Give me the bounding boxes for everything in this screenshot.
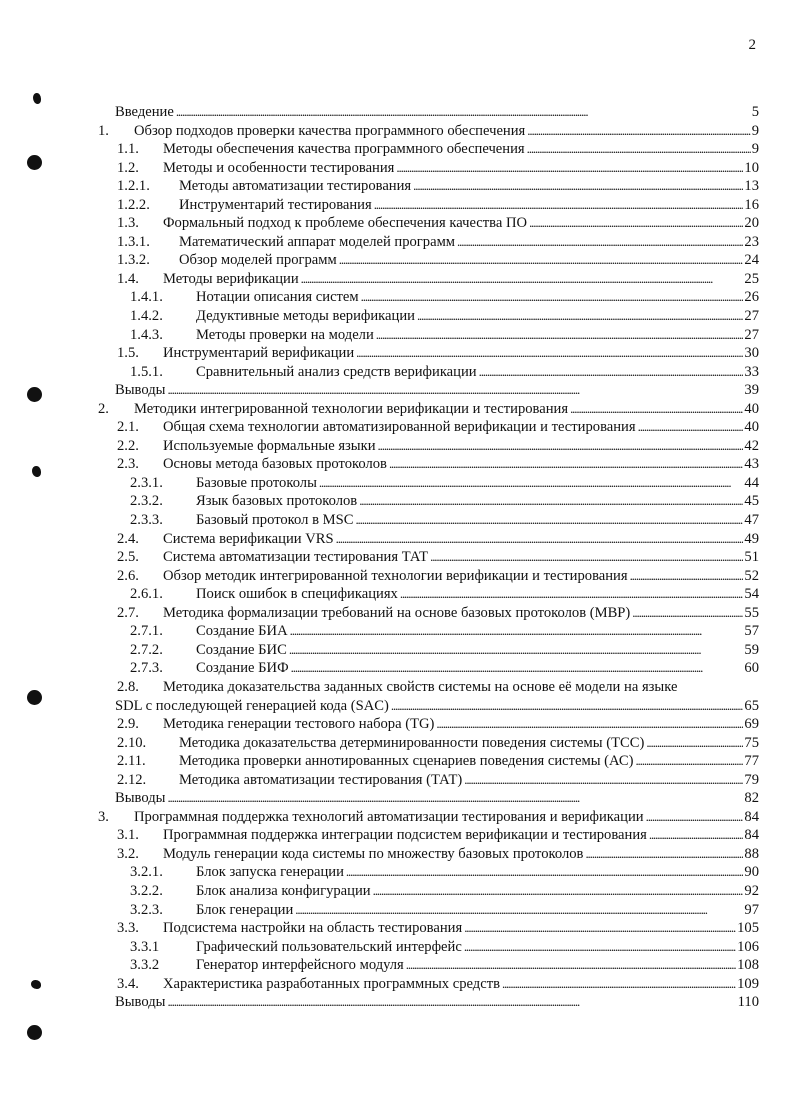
toc-entry-number: 2.6. [117,567,139,584]
toc-entry-page: 92 [744,882,759,899]
toc-entry-continuation[interactable] [95,697,759,716]
toc-leader-dots [165,381,743,400]
toc-leader-dots [165,993,736,1012]
toc-entry[interactable] [95,882,759,901]
toc-leader-dots [455,233,743,252]
binder-hole-1 [27,155,42,170]
toc-entry-title: Методы обеспечения качества программного обеспечения [163,141,525,158]
toc-entry-number: 3. [98,808,109,825]
toc-entry-page: 33 [744,363,759,380]
toc-entry[interactable] [95,938,759,957]
toc-entry[interactable] [95,492,759,511]
toc-leader-dots [374,326,744,345]
toc-entry-page: 10 [744,159,759,176]
toc-entry-title: Модуль генерации кода системы по множеству базовых протоколов [163,845,584,862]
toc-entry-number: 3.2.1. [130,864,163,881]
binder-hole-2 [27,387,42,402]
toc-entry-title: Формальный подход к проблеме обеспечения качества ПО [163,215,528,232]
toc-entry-title: Блок генерации [196,901,294,918]
toc-entry-page: 90 [744,864,759,881]
toc-entry-title: Программная поддержка технологий автоматизации тестирования и верификации [134,808,644,825]
toc-entry[interactable] [95,863,759,882]
toc-entry-title: Обзор подходов проверки качества программного обеспечения [134,122,526,139]
toc-entry-page: 40 [744,400,759,417]
toc-entry-title: Общая схема технологии автоматизированной верификации и тестирования [163,419,636,436]
toc-entry-number: 1.3.1. [117,233,150,250]
toc-entry-number: 1.2.2. [117,196,150,213]
toc-entry-page: 97 [744,901,759,918]
toc-entry-page: 69 [744,716,759,733]
toc-entry[interactable] [95,771,759,790]
toc-entry-page: 43 [744,456,759,473]
toc-entry-number: 3.3.2 [130,957,160,974]
toc-leader-dots [376,437,744,456]
toc-leader-dots [398,585,744,604]
toc-entry-title: Методика доказательства детерминированности поведения системы (ТСС) [179,734,645,751]
toc-entry-number: 3.3. [117,920,139,937]
toc-leader-dots [174,103,751,122]
toc-entry-title: Методика проверки аннотированных сценариев поведения системы (АС) [179,753,634,770]
toc-leader-dots [462,771,743,790]
toc-entry[interactable] [95,437,759,456]
toc-entry-title: Создание БИС [196,641,287,658]
toc-entry-number: 3.2.2. [130,882,163,899]
toc-entry[interactable] [95,140,759,159]
toc-leader-dots [500,975,736,994]
toc-leader-dots [462,919,736,938]
toc-leader-dots [394,159,743,178]
toc-entry[interactable] [95,400,759,419]
toc-leader-dots [644,734,743,753]
toc-entry-title: Блок анализа конфигурации [196,882,371,899]
toc-leader-dots [387,455,743,474]
toc-leader-dots [357,492,743,511]
toc-entry-page: 82 [744,790,759,807]
toc-entry-page: 25 [744,270,759,287]
toc-entry-page: 88 [744,845,759,862]
toc-entry[interactable] [95,214,759,233]
toc-leader-dots [299,270,744,289]
toc-entry-page: 40 [744,419,759,436]
toc-entry-title-continued: SDL с последующей генерацией кода (SAC) [115,697,389,714]
toc-entry-page: 110 [737,994,759,1011]
scan-speck-2 [32,466,41,477]
toc-entry-page: 59 [744,641,759,658]
toc-entry-title: Инструментарий верификации [163,345,355,362]
toc-entry-title: Методика доказательства заданных свойств системы на основе её модели на языке [163,678,678,695]
toc-entry[interactable] [95,641,759,660]
toc-entry-number: 3.4. [117,975,139,992]
toc-entry-page: 106 [737,938,759,955]
toc-entry-page: 77 [744,753,759,770]
toc-entry[interactable] [95,233,759,252]
toc-entry-title: Выводы [115,790,166,807]
toc-entry-page: 30 [744,345,759,362]
toc-entry-number: 2.2. [117,437,139,454]
toc-entry-page: 84 [744,827,759,844]
toc-entry-title: Графический пользовательский интерфейс [196,938,462,955]
toc-leader-dots [359,288,744,307]
toc-entry-number: 2.4. [117,530,139,547]
toc-entry-page: 20 [744,215,759,232]
toc-entry-page: 79 [744,771,759,788]
toc-entry[interactable] [95,715,759,734]
toc-entry-title: Методика формализации требований на основе базовых протоколов (МВР) [163,604,631,621]
toc-leader-dots [415,307,743,326]
toc-entry-number: 2.5. [117,549,139,566]
toc-entry[interactable] [95,845,759,864]
toc-leader-dots [165,789,743,808]
toc-entry-title: Обзор моделей программ [179,252,337,269]
toc-entry-title: Методы верификации [163,270,299,287]
toc-entry-page: 27 [744,326,759,343]
toc-entry[interactable] [95,734,759,753]
toc-entry-title: Базовый протокол в MSC [196,512,354,529]
toc-entry-page: 45 [744,493,759,510]
toc-entry[interactable] [95,808,759,827]
toc-entry[interactable] [95,363,759,382]
toc-leader-dots [568,400,743,419]
toc-entry-title: Методика автоматизации тестирования (ТАТ) [179,771,463,788]
toc-entry-page: 9 [751,141,759,158]
table-of-contents [95,103,759,1012]
toc-entry-number: 2.7.2. [130,641,163,658]
toc-leader-dots [583,845,743,864]
toc-entry-title: Подсистема настройки на область тестирования [163,920,463,937]
toc-entry-title: Нотации описания систем [196,289,359,306]
toc-leader-dots [344,863,744,882]
toc-leader-dots [371,882,744,901]
toc-entry-page: 47 [744,512,759,529]
toc-entry[interactable] [95,177,759,196]
toc-entry[interactable] [95,678,759,697]
toc-entry-page: 13 [744,178,759,195]
toc-entry-title: Методика генерации тестового набора (TG) [163,716,435,733]
toc-entry-title: Базовые протоколы [196,474,317,491]
page-number: 2 [748,37,756,53]
toc-entry[interactable] [95,530,759,549]
toc-entry[interactable] [95,659,759,678]
toc-entry-title: Основы метода базовых протоколов [163,456,387,473]
toc-entry[interactable] [95,511,759,530]
toc-entry-number: 2.9. [117,716,139,733]
toc-entry-title: Блок запуска генерации [196,864,344,881]
toc-entry[interactable] [95,901,759,920]
toc-entry[interactable] [95,789,759,808]
toc-entry[interactable] [95,103,759,122]
toc-entry-page: 60 [744,660,759,677]
toc-entry-number: 1.4.3. [130,326,163,343]
toc-entry-page: 24 [744,252,759,269]
toc-entry-number: 1.2. [117,159,139,176]
toc-entry-number: 1.1. [117,141,139,158]
toc-entry-number: 1.4.1. [130,289,163,306]
toc-entry-number: 2.7.1. [130,623,163,640]
toc-leader-dots [647,826,744,845]
toc-entry-title: Методы проверки на модели [196,326,374,343]
toc-leader-dots [644,808,744,827]
toc-entry-title: Характеристика разработанных программных средств [163,975,500,992]
toc-entry-page: 51 [744,549,759,566]
toc-entry-page: 5 [751,104,759,120]
toc-entry-page: 27 [744,308,759,325]
toc-entry-title: Используемые формальные языки [163,437,376,454]
toc-entry[interactable] [95,919,759,938]
binder-hole-3 [27,690,42,705]
toc-leader-dots [630,604,743,623]
toc-entry-title: Система верификации VRS [163,530,334,547]
toc-entry-page: 44 [744,474,759,491]
toc-entry[interactable] [95,604,759,623]
toc-entry-page: 52 [744,567,759,584]
toc-entry-number: 2.3. [117,456,139,473]
toc-entry-title: Система автоматизации тестирования ТАТ [163,549,429,566]
toc-entry-title: Дедуктивные методы верификации [196,308,415,325]
toc-entry-number: 2.7.3. [130,660,163,677]
toc-entry-number: 1. [98,122,109,139]
toc-entry-number: 1.5. [117,345,139,362]
toc-entry-title: Методы автоматизации тестирования [179,178,412,195]
toc-entry-page: 65 [744,697,759,714]
toc-entry-page: 54 [744,586,759,603]
toc-entry-title: Математический аппарат моделей программ [179,233,456,250]
toc-leader-dots [353,511,743,530]
toc-entry-page: 105 [737,920,759,937]
toc-entry-title: Сравнительный анализ средств верификации [196,363,477,380]
toc-entry-page: 9 [751,122,759,139]
toc-leader-dots [404,956,736,975]
toc-entry-page: 108 [737,957,759,974]
toc-leader-dots [287,641,744,660]
toc-entry-title: Выводы [115,994,166,1011]
toc-leader-dots [434,715,743,734]
toc-entry-title: Выводы [115,382,166,399]
toc-entry-number: 2. [98,400,109,417]
toc-entry-title: Обзор методик интегрированной технологии верификации и тестирования [163,567,628,584]
toc-entry-number: 2.11. [117,753,146,770]
toc-leader-dots [354,344,743,363]
toc-leader-dots [372,196,744,215]
toc-entry-number: 1.4.2. [130,308,163,325]
toc-entry-page: 55 [744,604,759,621]
toc-entry[interactable] [95,381,759,400]
toc-leader-dots [389,697,744,716]
scan-speck-1 [33,93,41,104]
toc-entry[interactable] [95,585,759,604]
toc-entry[interactable] [95,993,759,1012]
toc-entry-page: 26 [744,289,759,306]
toc-entry-title: Методики интегрированной технологии верификации и тестирования [134,400,569,417]
toc-entry-number: 2.1. [117,419,139,436]
toc-leader-dots [288,622,744,641]
toc-entry-number: 2.6.1. [130,586,163,603]
toc-leader-dots [337,251,744,270]
toc-leader-dots [289,659,744,678]
binder-hole-4 [27,1025,42,1040]
toc-entry-number: 2.12. [117,771,147,788]
toc-entry-number: 1.2.1. [117,178,150,195]
toc-entry-title: Генератор интерфейсного модуля [196,957,404,974]
toc-entry-title: Создание БИФ [196,660,289,677]
toc-entry-page: 23 [744,233,759,250]
toc-entry-page: 42 [744,437,759,454]
toc-leader-dots [525,122,750,141]
toc-entry-number: 2.8. [117,678,139,695]
toc-entry[interactable] [95,251,759,270]
toc-entry-title: Методы и особенности тестирования [163,159,395,176]
toc-entry[interactable] [95,122,759,141]
toc-entry-page: 57 [744,623,759,640]
toc-entry-number: 3.3.1 [130,938,160,955]
toc-entry-number: 3.2.3. [130,901,163,918]
toc-entry[interactable] [95,418,759,437]
toc-entry-number: 1.5.1. [130,363,163,380]
toc-entry[interactable] [95,455,759,474]
toc-entry[interactable] [95,159,759,178]
toc-entry-number: 2.7. [117,604,139,621]
scan-speck-3 [31,980,41,989]
toc-entry-page: 75 [744,734,759,751]
toc-entry[interactable] [95,975,759,994]
toc-entry[interactable] [95,196,759,215]
toc-entry-number: 3.2. [117,845,139,862]
toc-entry-title: Создание БИА [196,623,288,640]
toc-entry-page: 16 [744,196,759,213]
toc-leader-dots [317,474,744,493]
toc-entry-number: 2.3.3. [130,512,163,529]
toc-leader-dots [411,177,743,196]
toc-entry-page: 39 [744,382,759,399]
toc-entry-title: Программная поддержка интеграции подсистем верификации и тестирования [163,827,647,844]
toc-entry[interactable] [95,622,759,641]
toc-entry-number: 2.3.1. [130,474,163,491]
toc-entry[interactable] [95,548,759,567]
toc-leader-dots [628,567,744,586]
toc-entry[interactable] [95,826,759,845]
toc-leader-dots [293,901,743,920]
toc-leader-dots [462,938,736,957]
toc-leader-dots [525,140,751,159]
toc-entry-title: Введение [115,104,174,120]
toc-entry-number: 1.3.2. [117,252,150,269]
toc-leader-dots [477,363,744,382]
toc-entry[interactable] [95,344,759,363]
toc-entry-title: Язык базовых протоколов [196,493,358,510]
toc-entry[interactable] [95,752,759,771]
toc-entry[interactable] [95,474,759,493]
toc-entry[interactable] [95,288,759,307]
toc-entry[interactable] [95,326,759,345]
toc-leader-dots [636,418,744,437]
toc-entry-title: Инструментарий тестирования [179,196,372,213]
toc-entry-number: 3.1. [117,827,139,844]
toc-entry[interactable] [95,567,759,586]
toc-leader-dots [633,752,743,771]
toc-leader-dots [428,548,743,567]
toc-entry-page: 84 [744,808,759,825]
toc-leader-dots [527,214,743,233]
toc-entry-title: Поиск ошибок в спецификациях [196,586,398,603]
toc-leader-dots [334,530,744,549]
toc-entry-number: 2.3.2. [130,493,163,510]
toc-entry-number: 1.3. [117,215,139,232]
toc-entry[interactable] [95,956,759,975]
toc-entry-number: 2.10. [117,734,147,751]
toc-entry[interactable] [95,307,759,326]
toc-entry-number: 1.4. [117,270,139,287]
toc-entry-page: 49 [744,530,759,547]
toc-entry[interactable] [95,270,759,289]
toc-entry-page: 109 [737,975,759,992]
